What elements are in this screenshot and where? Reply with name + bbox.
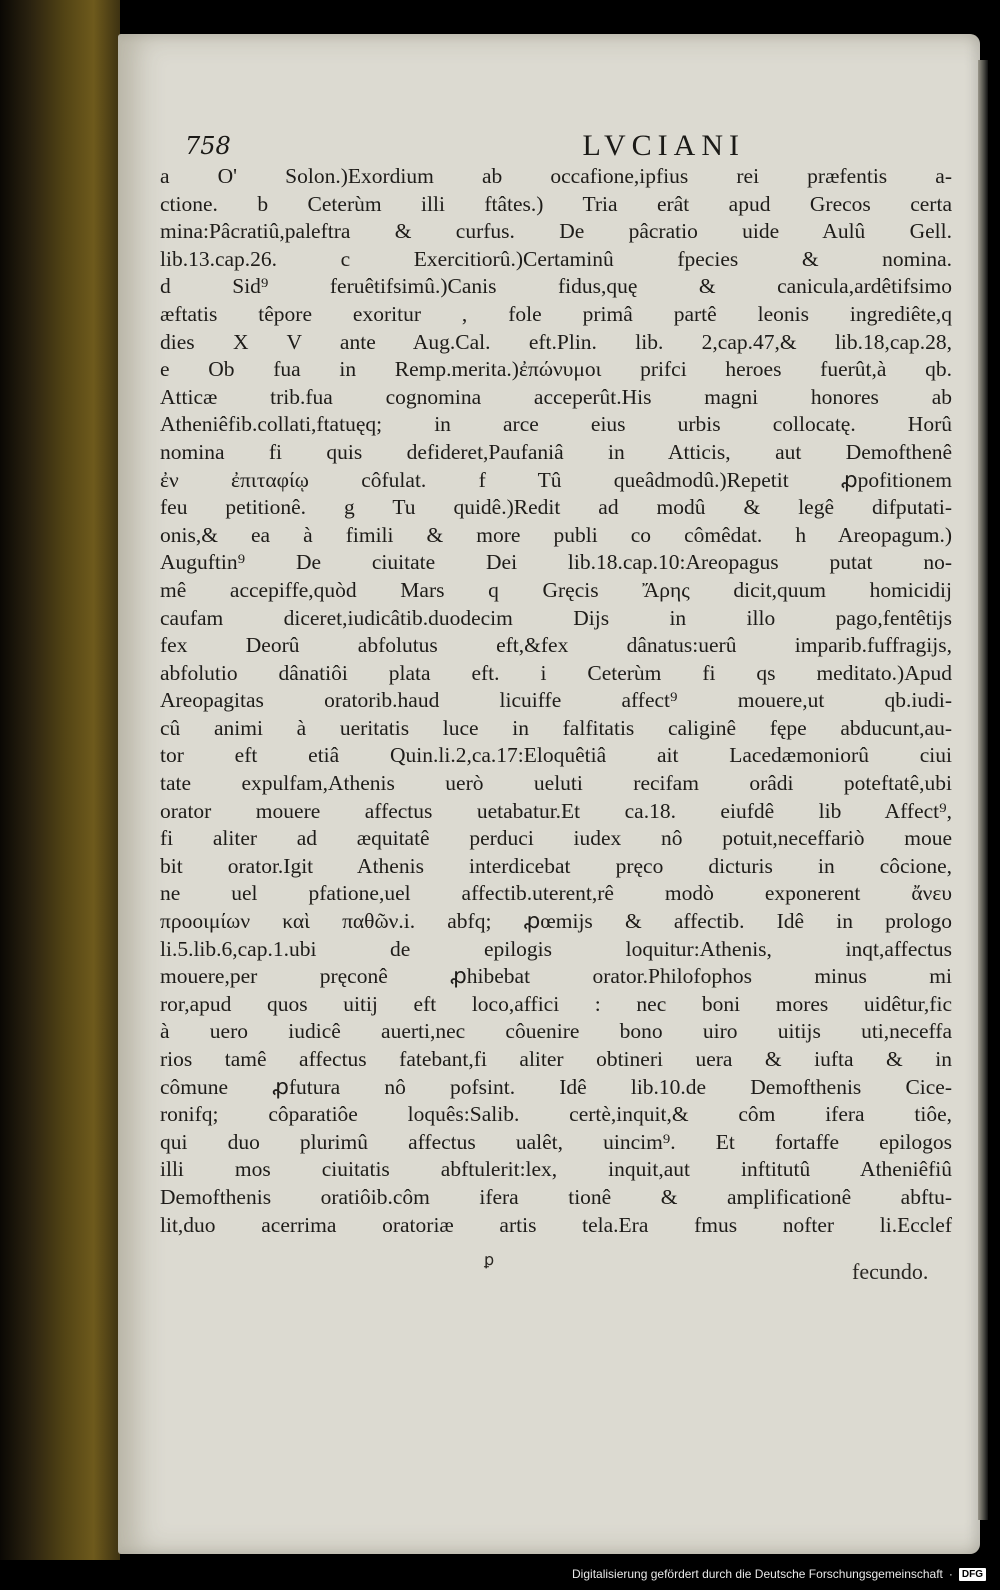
- text-line: Auguftin⁹ De ciuitate Dei lib.18.cap.10:Areopagus putat no-: [160, 550, 952, 575]
- text-line: Demofthenis oratiôib.côm ifera tionê & amplificationê abftu-: [160, 1184, 952, 1209]
- text-line: qui duo plurimû affectus ualêt, uincim⁹. Et fortaffe epilogos: [160, 1129, 952, 1154]
- text-line: ἐν ἐπιταφίῳ côfulat. f Tû queâdmodû.)Repetit ꝓpofitionem: [160, 467, 952, 492]
- running-head: LVCIANI: [582, 129, 745, 162]
- text-line: lit,duo acerrima oratoriæ artis tela.Era fmus nofter li.Ecclef: [160, 1212, 952, 1237]
- text-line: fex Deorû abfolutus eft,&fex dânatus:uerû imparib.fuffragijs,: [160, 633, 952, 658]
- text-line: lib.13.cap.26. c Exercitiorû.)Certaminû fpecies & nomina.: [160, 246, 952, 271]
- body-text: [160, 163, 952, 1239]
- text-line: nomina fi quis defideret,Paufaniâ in Atticis, aut Demofthenê: [160, 439, 952, 464]
- catchword: fecundo.: [852, 1259, 929, 1284]
- text-line: mouere,per pręconê ꝓhibebat orator.Philofophos minus mi: [160, 964, 952, 989]
- book-spine: [0, 0, 120, 1560]
- text-line: Atheniêfib.collati,ftatuęq; in arce eius urbis collocatę. Horû: [160, 412, 952, 437]
- text-line: illi mos ciuitatis abftulerit:lex, inquit,aut inftitutû Atheniêfiû: [160, 1157, 952, 1182]
- text-line: e Ob fua in Remp.merita.)ἐπώνυμοι prifci heroes fuerût,à qb.: [160, 357, 952, 382]
- text-line: tate expulfam,Athenis uerò ueluti recifam orâdi poteftatê,ubi: [160, 771, 952, 796]
- text-line: προοιμίων καὶ παθῶν.i. abfq; ꝓœmijs & affectib. Idê in prologo: [160, 909, 952, 934]
- text-line: onis,& ea à fimili & more publi co cômêdat. h Areopagum.): [160, 522, 952, 547]
- text-line: ctione. b Ceterùm illi ftâtes.) Tria erât apud Grecos certa: [160, 191, 952, 216]
- text-line: ne uel pfatione,uel affectib.uterent,rê modò exponerent ἄνευ: [160, 881, 952, 906]
- text-line: ror,apud quos uitij eft loco,affici : nec boni mores uidêtur,fic: [160, 991, 952, 1016]
- text-line: rios tamê affectus fatebant,fi aliter obtineri uera & iufta & in: [160, 1047, 952, 1071]
- dfg-logo-icon: DFG: [959, 1568, 986, 1581]
- text-line: cû animi à ueritatis luce in falfitatis caliginê fępe abducunt,au-: [160, 715, 952, 740]
- text-line: a O' Solon.)Exordium ab occafione,ipfius rei præfentis a-: [160, 164, 952, 188]
- text-line: d Sid⁹ feruêtifsimû.)Canis fidus,quę & canicula,ardêtifsimo: [160, 274, 952, 299]
- text-line: æftatis têpore exoritur , fole primâ partê leonis ingrediête,q: [160, 301, 952, 326]
- text-line: caufam diceret,iudicâtib.duodecim Dijs in illo pago,fentêtijs: [160, 605, 952, 630]
- text-line: mê accepiffe,quòd Mars q Gręcis Ἄρης dicit,quum homicidij: [160, 577, 952, 602]
- text-line: Atticæ trib.fua cognomina acceperût.His magni honores ab: [160, 384, 952, 409]
- text-line: feu petitionê. g Tu quidê.)Redit ad modû & legê difputati-: [160, 495, 952, 520]
- text-line: fi aliter ad æquitatê perduci iudex nô potuit,neceffariò moue: [160, 826, 952, 851]
- text-line: orator mouere affectus uetabatur.Et ca.18. eiufdê lib Affect⁹,: [160, 798, 952, 823]
- text-line: cômune ꝓfutura nô pofsint. Idê lib.10.de Demofthenis Cice-: [160, 1074, 952, 1099]
- text-line: li.5.lib.6,cap.1.ubi de epilogis loquitur:Athenis, inqt,affectus: [160, 936, 952, 961]
- text-line: dies X V ante Aug.Cal. eft.Plin. lib. 2,cap.47,& lib.18,cap.28,: [160, 329, 952, 354]
- text-line: bit orator.Igit Athenis interdicebat pręco dicturis in côcione,: [160, 853, 952, 878]
- page-edge: [978, 60, 988, 1520]
- text-line: mina:Pâcratiû,paleftra & curfus. De pâcratio uide Aulû Gell.: [160, 219, 952, 244]
- text-line: tor eft etiâ Quin.li.2,ca.17:Eloquêtiâ ait Lacedæmoniorû ciui: [160, 743, 952, 768]
- signature-mark: ꝑ: [484, 1252, 495, 1269]
- folio-number: 758: [185, 132, 231, 160]
- page-header: [185, 128, 745, 164]
- credit-text: Digitalisierung gefördert durch die Deutsche Forschungsgemeinschaft: [572, 1567, 943, 1581]
- text-line: à uero iudicê auerti,nec côuenire bono uiro uitijs uti,neceffa: [160, 1019, 952, 1044]
- digitization-credit: Digitalisierung gefördert durch die Deutsche Forschungsgemeinschaft · DFG: [572, 1564, 986, 1584]
- text-line: abfolutio dânatiôi plata eft. i Ceterùm fi qs meditato.)Apud: [160, 660, 952, 685]
- text-line: ronifq; côparatiôe loquês:Salib. certè,inquit,& côm ifera tiôe,: [160, 1102, 952, 1127]
- text-line: Areopagitas oratorib.haud licuiffe affect⁹ mouere,ut qb.iudi-: [160, 688, 952, 713]
